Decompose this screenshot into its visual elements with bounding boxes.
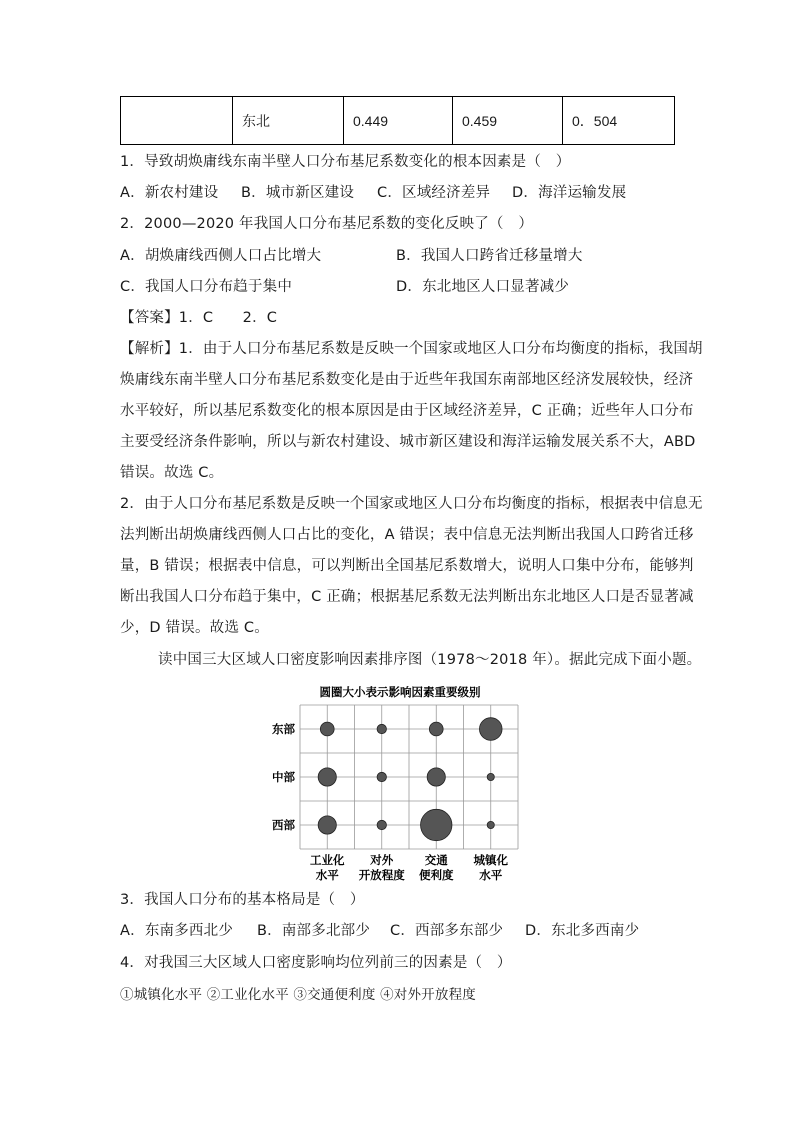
column-label: 交通 (424, 853, 448, 867)
bubble-0-0 (320, 722, 334, 736)
question-3-option-d: D．东北多西南少 (525, 923, 640, 939)
bubble-2-3 (487, 821, 494, 828)
analysis-line: 错误。故选 C。 (120, 465, 224, 481)
question-3-stem: 3．我国人口分布的基本格局是（ ） (120, 892, 365, 908)
column-label: 工业化 (310, 853, 345, 867)
question-3-option-a: A．东南多西北少 (120, 923, 234, 939)
question-1-stem: 1．导致胡焕庸线东南半壁人口分布基尼系数变化的根本因素是（ ） (120, 154, 571, 170)
bubble-1-1 (377, 772, 386, 781)
bubble-2-1 (377, 820, 386, 829)
bubble-chart (260, 683, 530, 883)
question-3-option-b: B．南部多北部少 (257, 923, 371, 939)
analysis-line: 断出我国人口分布趋于集中，C 正确；根据基尼系数无法判断出东北地区人口是否显著减 (120, 589, 694, 605)
analysis-line: 主要受经济条件影响，所以与新农村建设、城市新区建设和海洋运输发展关系不大，ABD (120, 434, 696, 450)
chart-title: 圆圈大小表示影响因素重要级别 (319, 685, 481, 699)
gini-table (120, 96, 675, 145)
bubble-1-2 (427, 768, 445, 786)
analysis-line: 焕庸线东南半壁人口分布基尼系数变化是由于近些年我国东南部地区经济发展较快，经济 (120, 372, 694, 388)
intro-text: 读中国三大区域人口密度影响因素排序图（1978～2018 年）。据此完成下面小题。 (158, 652, 702, 668)
table-cell-value: 0.449 (344, 97, 453, 145)
bubble-0-1 (377, 724, 386, 733)
question-2-option-c: C．我国人口分布趋于集中 (120, 279, 293, 295)
question-4-stem: 4．对我国三大区域人口密度影响均位列前三的因素是（ ） (120, 955, 512, 971)
analysis-line: 量，B 错误；根据表中信息，可以判断出全国基尼系数增大，说明人口集中分布，能够判 (120, 558, 694, 574)
bubble-1-0 (318, 768, 336, 786)
column-label: 城镇化 (473, 853, 508, 867)
question-2-stem: 2．2000—2020 年我国人口分布基尼系数的变化反映了（ ） (120, 216, 534, 232)
table-cell-value: 0.459 (453, 97, 563, 145)
question-1-option-d: D．海洋运输发展 (512, 185, 627, 201)
row-label: 西部 (272, 818, 295, 832)
question-1-option-b: B．城市新区建设 (241, 185, 355, 201)
table-cell-region: 东北 (233, 97, 344, 145)
analysis-line: 【解析】1．由于人口分布基尼系数是反映一个国家或地区人口分布均衡度的指标，我国胡 (120, 341, 703, 357)
question-2-option-a: A．胡焕庸线西侧人口占比增大 (120, 248, 322, 264)
question-2-option-d: D．东北地区人口显著减少 (396, 279, 570, 295)
row-label: 中部 (272, 770, 295, 784)
column-label: 对外 (370, 853, 394, 867)
bubble-1-3 (487, 773, 494, 780)
analysis-line: 水平较好，所以基尼系数变化的根本原因是由于区域经济差异，C 正确；近些年人口分布 (120, 403, 694, 419)
column-label: 水平 (315, 868, 339, 882)
column-label: 便利度 (419, 868, 454, 882)
answer-line: 【答案】1．C 2．C (120, 310, 278, 326)
bubble-0-2 (429, 722, 443, 736)
analysis-line: 少，D 错误。故选 C。 (120, 620, 269, 636)
question-1-option-c: C．区域经济差异 (377, 185, 491, 201)
question-4-options: ①城镇化水平 ②工业化水平 ③交通便利度 ④对外开放程度 (120, 987, 476, 1003)
analysis-line: 法判断出胡焕庸线西侧人口占比的变化，A 错误；表中信息无法判断出我国人口跨省迁移 (120, 527, 694, 543)
bubble-2-2 (421, 809, 452, 840)
row-label: 东部 (272, 722, 295, 736)
table-row (121, 97, 675, 145)
column-label: 水平 (479, 868, 503, 882)
bubble-0-3 (479, 718, 502, 741)
question-3-option-c: C．西部多东部少 (390, 923, 504, 939)
analysis-line: 2．由于人口分布基尼系数是反映一个国家或地区人口分布均衡度的指标，根据表中信息无 (120, 496, 703, 512)
bubble-2-0 (318, 816, 336, 834)
table-cell-value: 0．504 (563, 97, 675, 145)
question-1-option-a: A．新农村建设 (120, 185, 219, 201)
table-cell-empty (121, 97, 233, 145)
question-2-option-b: B．我国人口跨省迁移量增大 (396, 248, 583, 264)
column-label: 开放程度 (358, 868, 405, 882)
